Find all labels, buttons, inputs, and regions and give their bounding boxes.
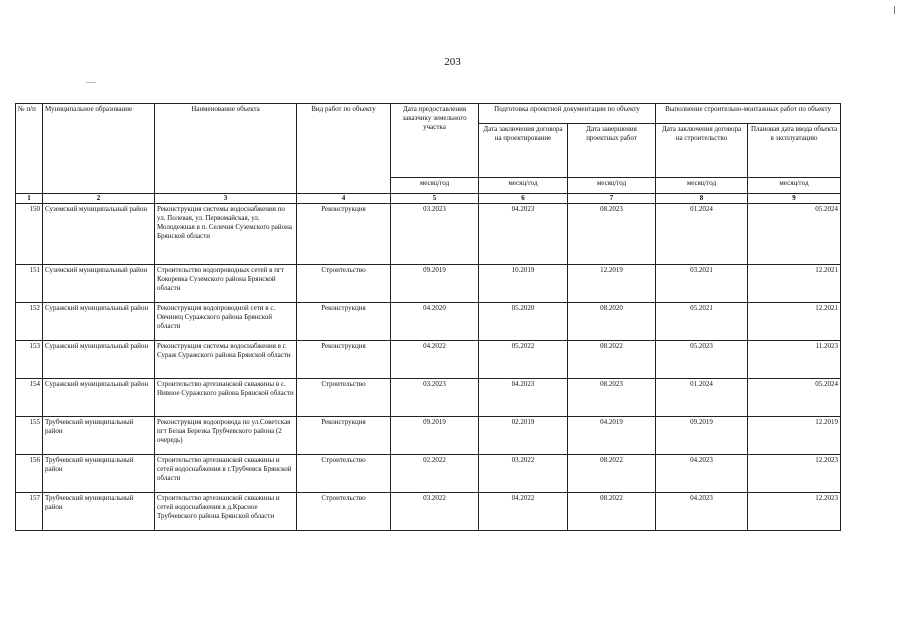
row-number: 151: [16, 265, 43, 303]
municipality-cell: Суземский муниципальный район: [43, 265, 155, 303]
column-number: 3: [155, 194, 297, 204]
work-type-cell: Строительство: [297, 455, 391, 493]
municipality-cell: Трубчевский муниципальный район: [43, 417, 155, 455]
object-name-cell: Строительство водопроводных сетей в пгт Кокоревка Суземского района Брянской области: [155, 265, 297, 303]
row-number: 152: [16, 303, 43, 341]
header-design-group: Подготовка проектной документации по объекту: [479, 104, 656, 124]
commission-date-cell: 11.2023: [748, 341, 841, 379]
commission-date-cell: 12.2023: [748, 455, 841, 493]
column-number: 8: [656, 194, 748, 204]
table-row: [16, 341, 841, 379]
object-name-cell: Строительство артезианской скважины в с. Нивное Суражского района Брянской области: [155, 379, 297, 417]
header-design-end: Дата завершения проектных работ: [568, 124, 656, 178]
column-number: 9: [748, 194, 841, 204]
object-name-cell: Реконструкция водопровода по ул.Советская пгт Белая Березка Трубчевского района (2 очередь): [155, 417, 297, 455]
header-municipality: Муниципальное образование: [43, 104, 155, 194]
design-end-cell: 08.2023: [568, 204, 656, 265]
column-number-row: [16, 194, 841, 204]
header-construction-contract: Дата заключения договора на строительство: [656, 124, 748, 178]
object-name-cell: Реконструкция системы водоснабжения по ул. Полевая, ул. Первомайская, ул. Молодежная в п. Селечня Суземского района Брянской области: [155, 204, 297, 265]
land-date-cell: 09.2019: [391, 265, 479, 303]
unit-label: месяц/год: [748, 178, 841, 194]
edge-mark: [894, 6, 895, 14]
construction-contract-cell: 09.2019: [656, 417, 748, 455]
object-name-cell: Строительство артезианской скважины и сетей водоснабжения в д.Красное Трубчевского района Брянской области: [155, 493, 297, 531]
table-row: [16, 379, 841, 417]
municipality-cell: Трубчевский муниципальный район: [43, 455, 155, 493]
column-number: 4: [297, 194, 391, 204]
work-type-cell: Реконструкция: [297, 417, 391, 455]
land-date-cell: 09.2019: [391, 417, 479, 455]
land-date-cell: 03.2023: [391, 204, 479, 265]
column-number: 5: [391, 194, 479, 204]
unit-label: месяц/год: [391, 178, 479, 194]
work-type-cell: Строительство: [297, 265, 391, 303]
unit-label: месяц/год: [479, 178, 568, 194]
land-date-cell: 03.2022: [391, 493, 479, 531]
row-number: 156: [16, 455, 43, 493]
municipality-cell: Трубчевский муниципальный район: [43, 493, 155, 531]
object-name-cell: Строительство артезианской скважины и сетей водоснабжения в г.Трубчевск Брянской области: [155, 455, 297, 493]
municipality-cell: Суземский муниципальный район: [43, 204, 155, 265]
construction-contract-cell: 05.2023: [656, 341, 748, 379]
object-name-cell: Реконструкция водопроводной сети в с. Овчинец Суражского района Брянской области: [155, 303, 297, 341]
construction-contract-cell: 01.2024: [656, 204, 748, 265]
design-end-cell: 08.2022: [568, 493, 656, 531]
work-type-cell: Строительство: [297, 379, 391, 417]
land-date-cell: 03.2023: [391, 379, 479, 417]
municipality-cell: Суражский муниципальный район: [43, 379, 155, 417]
object-name-cell: Реконструкция системы водоснабжения в г. Сураж Суражского района Брянской области: [155, 341, 297, 379]
design-end-cell: 08.2023: [568, 379, 656, 417]
row-number: 150: [16, 204, 43, 265]
commission-date-cell: 12.2019: [748, 417, 841, 455]
design-contract-cell: 05.2022: [479, 341, 568, 379]
row-number: 153: [16, 341, 43, 379]
table-row: [16, 303, 841, 341]
work-type-cell: Реконструкция: [297, 341, 391, 379]
municipality-cell: Суражский муниципальный район: [43, 341, 155, 379]
header-commission-date: Плановая дата ввода объекта в эксплуатацию: [748, 124, 841, 178]
header-work-type: Вид работ по объекту: [297, 104, 391, 194]
construction-contract-cell: 05.2021: [656, 303, 748, 341]
row-number: 157: [16, 493, 43, 531]
design-contract-cell: 10.2019: [479, 265, 568, 303]
column-number: 1: [16, 194, 43, 204]
design-contract-cell: 04.2023: [479, 379, 568, 417]
construction-contract-cell: 01.2024: [656, 379, 748, 417]
schedule-table: [15, 103, 841, 531]
design-end-cell: 04.2019: [568, 417, 656, 455]
commission-date-cell: 12.2023: [748, 493, 841, 531]
header-row: [16, 104, 841, 124]
design-contract-cell: 04.2023: [479, 204, 568, 265]
design-contract-cell: 03.2022: [479, 455, 568, 493]
land-date-cell: 02.2022: [391, 455, 479, 493]
header-object-name: Наименование объекта: [155, 104, 297, 194]
work-type-cell: Строительство: [297, 493, 391, 531]
unit-label: месяц/год: [568, 178, 656, 194]
row-number: 154: [16, 379, 43, 417]
header-construction-group: Выполнение строительно-монтажных работ по объекту: [656, 104, 841, 124]
work-type-cell: Реконструкция: [297, 204, 391, 265]
commission-date-cell: 05.2024: [748, 379, 841, 417]
column-number: 6: [479, 194, 568, 204]
design-contract-cell: 04.2022: [479, 493, 568, 531]
land-date-cell: 04.2020: [391, 303, 479, 341]
table-row: [16, 204, 841, 265]
design-contract-cell: 02.2019: [479, 417, 568, 455]
commission-date-cell: 12.2021: [748, 303, 841, 341]
row-number: 155: [16, 417, 43, 455]
construction-contract-cell: 04.2023: [656, 493, 748, 531]
scan-mark: [86, 82, 96, 83]
table-row: [16, 493, 841, 531]
table-row: [16, 455, 841, 493]
column-number: 7: [568, 194, 656, 204]
design-contract-cell: 05.2020: [479, 303, 568, 341]
design-end-cell: 12.2019: [568, 265, 656, 303]
design-end-cell: 08.2020: [568, 303, 656, 341]
municipality-cell: Суражский муниципальный район: [43, 303, 155, 341]
header-design-contract: Дата заключения договора на проектирование: [479, 124, 568, 178]
page-number: 203: [444, 56, 461, 68]
land-date-cell: 04.2022: [391, 341, 479, 379]
commission-date-cell: 12.2021: [748, 265, 841, 303]
unit-label: месяц/год: [656, 178, 748, 194]
header-no: № п/п: [16, 104, 43, 194]
design-end-cell: 08.2022: [568, 455, 656, 493]
header-land-date: Дата предоставления заказчику земельного участка: [391, 104, 479, 178]
construction-contract-cell: 04.2023: [656, 455, 748, 493]
column-number: 2: [43, 194, 155, 204]
table-row: [16, 265, 841, 303]
table-row: [16, 417, 841, 455]
construction-contract-cell: 03.2021: [656, 265, 748, 303]
design-end-cell: 08.2022: [568, 341, 656, 379]
commission-date-cell: 05.2024: [748, 204, 841, 265]
work-type-cell: Реконструкция: [297, 303, 391, 341]
